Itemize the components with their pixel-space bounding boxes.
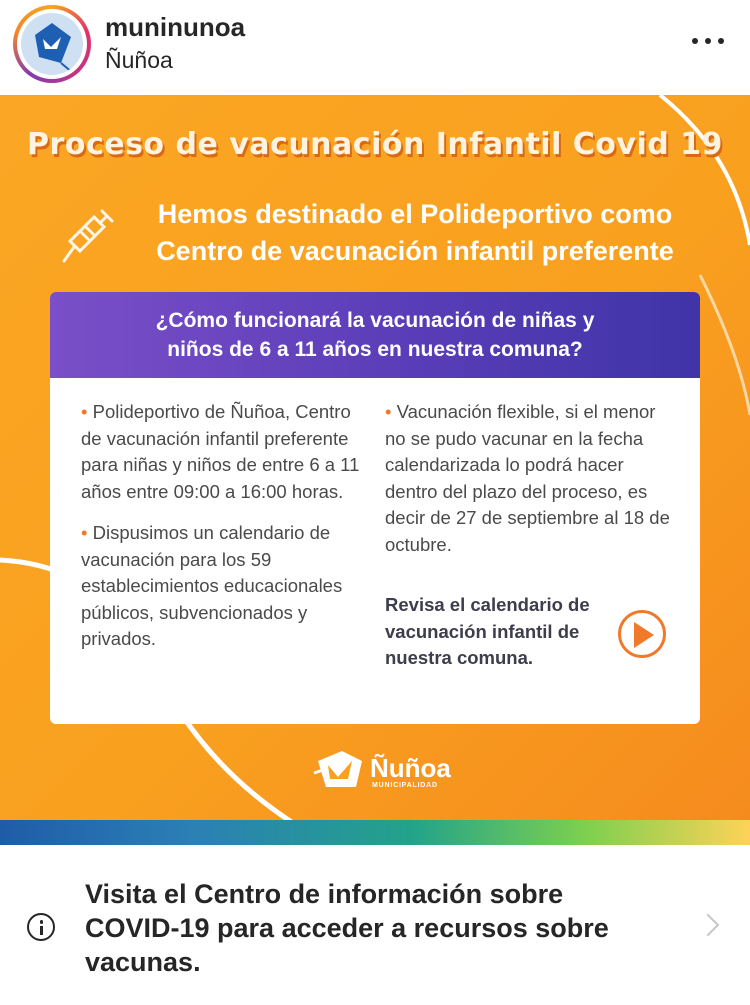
bullet-icon: • <box>385 401 392 422</box>
syringe-icon <box>62 203 120 265</box>
bullet-icon: • <box>81 401 88 422</box>
kite-logo-icon <box>312 747 366 791</box>
card-left-column <box>81 399 371 668</box>
list-item: • Vacunación flexible, si el menor no se pudo vacunar en la fecha calendarizada lo podrá hacer dentro del plazo del proceso, es decir de 27 de septiembre al 18 de octubre. <box>385 401 670 555</box>
municipality-logo <box>312 747 452 795</box>
avatar[interactable] <box>13 5 91 83</box>
post-subtitle: Hemos destinado el Polideportivo como Centro de vacunación infantil preferente <box>156 199 674 266</box>
chevron-right-icon[interactable] <box>697 914 720 937</box>
info-icon <box>27 913 55 941</box>
card-heading: ¿Cómo funcionará la vacunación de niñas y niños de 6 a 11 años en nuestra comuna? <box>50 292 700 378</box>
covid-info-banner[interactable] <box>0 845 750 1005</box>
location[interactable]: Ñuñoa <box>105 47 173 73</box>
logo-text: Ñuñoa <box>370 753 451 783</box>
more-options-icon[interactable] <box>688 22 728 58</box>
kite-logo-icon <box>21 13 83 75</box>
list-item: • Polideportivo de Ñuñoa, Centro de vacunación infantil preferente para niñas y niños de entre 6 a 11 años entre 09:00 a 16:00 horas. <box>81 401 360 502</box>
calendar-cta-text: Revisa el calendario de vacunación infantil de nuestra comuna. <box>385 594 590 668</box>
card-right-column <box>385 399 675 573</box>
username[interactable]: muninunoa <box>105 12 246 42</box>
bullet-icon: • <box>81 522 88 543</box>
play-arrow-icon[interactable] <box>618 610 666 658</box>
post-image[interactable] <box>0 95 750 845</box>
list-item: • Dispusimos un calendario de vacunación para los 59 establecimientos educacionales públicos, subvencionados y privados. <box>81 522 343 649</box>
covid-info-text: Visita el Centro de información sobre COVID-19 para acceder a recursos sobre vacunas. <box>85 879 609 977</box>
color-band <box>0 820 750 845</box>
logo-subtext: MUNICIPALIDAD <box>372 782 438 789</box>
post-title: Proceso de vacunación Infantil Covid 19 <box>27 127 723 162</box>
info-card <box>50 292 700 724</box>
post-header <box>0 0 750 95</box>
